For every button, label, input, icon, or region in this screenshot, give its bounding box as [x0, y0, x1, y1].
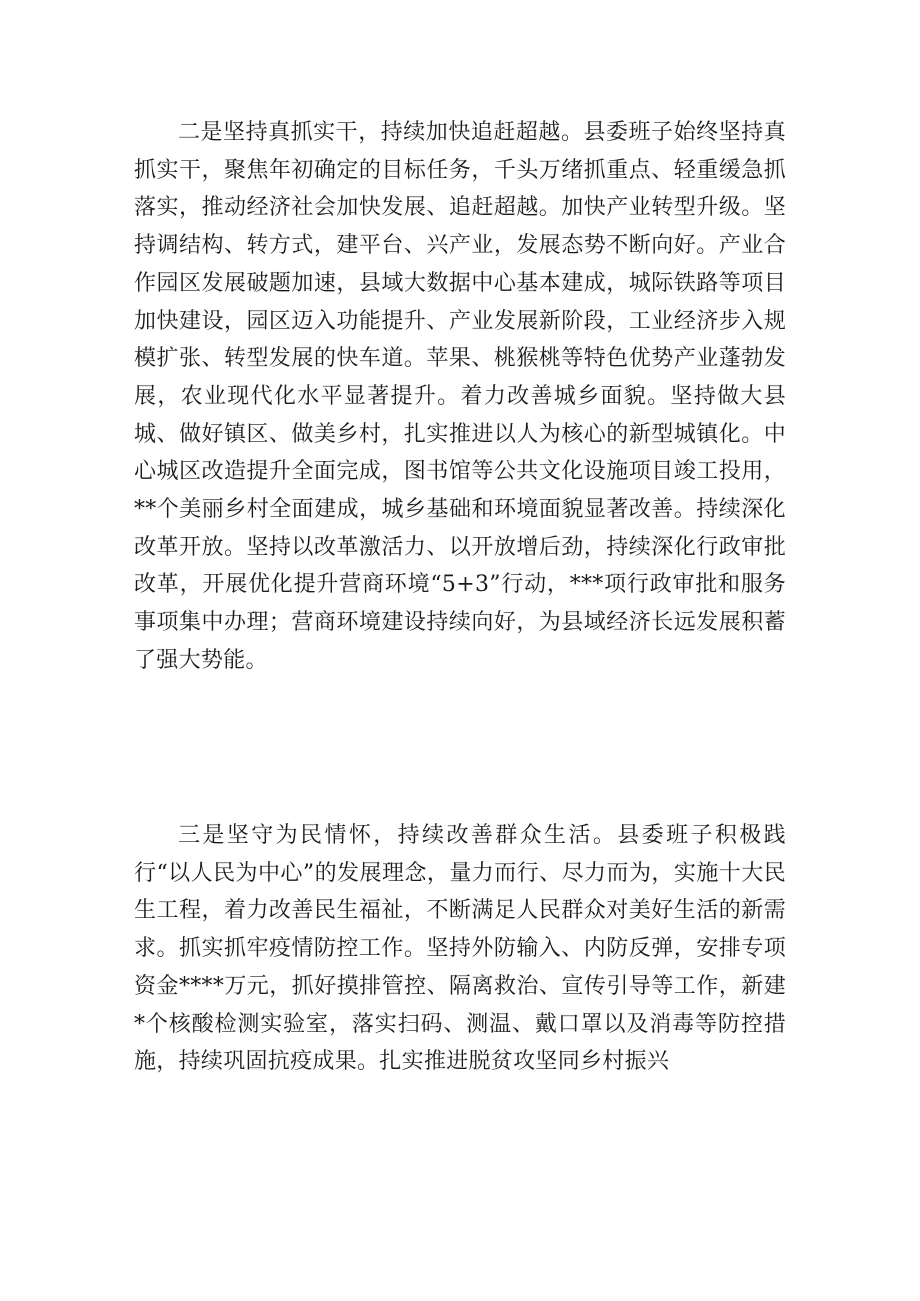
paragraph-2-economic-development: 二是坚持真抓实干，持续加快追赶超越。县委班子始终坚持真抓实干，聚焦年初确定的目标任务，千头万绪抓重点、轻重缓急抓落实，推动经济社会加快发展、追赶超越。加快产业转型升级。坚持调结构、转方式，建平台、兴产业，发展态势不断向好。产业合作园区发展破题加速，县域大数据中心基本建成，城际铁路等项目加快建设，园区迈入功能提升、产业发展新阶段，工业经济步入规模扩张、转型发展的快车道。苹果、桃猴桃等特色优势产业蓬勃发展，农业现代化水平显著提升。着力改善城乡面貌。坚持做大县城、做好镇区、做美乡村，扎实推进以人为核心的新型城镇化。中心城区改造提升全面完成，图书馆等公共文化设施项目竣工投用，**个美丽乡村全面建成，城乡基础和环境面貌显著改善。持续深化改革开放。坚持以改革激活力、以开放增后劲，持续深化行政审批改革，开展优化提升营商环境“5+3”行动，***项行政审批和服务事项集中办理；营商环境建设持续向好，为县域经济长远发展积蓄了强大势能。: [134, 120, 786, 673]
paragraph-3-people-livelihood: 三是坚守为民情怀，持续改善群众生活。县委班子积极践行“以人民为中心”的发展理念，量力而行、尽力而为，实施十大民生工程，着力改善民生福祉，不断满足人民群众对美好生活的新需求。抓实抓牢疫情防控工作。坚持外防输入、内防反弹，安排专项资金****万元，抓好摸排管控、隔离救治、宣传引导等工作，新建*个核酸检测实验室，落实扫码、测温、戴口罩以及消毒等防控措施，持续巩固抗疫成果。扎实推进脱贫攻坚同乡村振兴: [134, 823, 786, 1075]
